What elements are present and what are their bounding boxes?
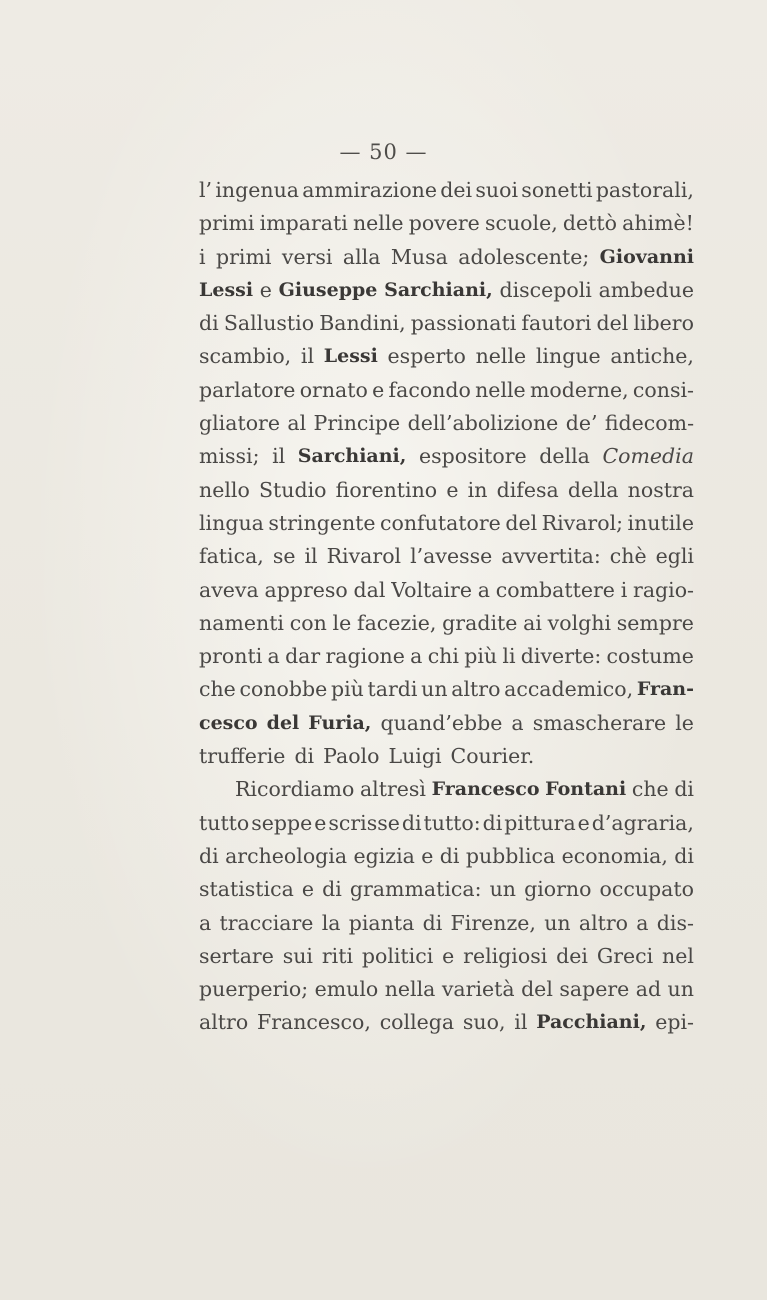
word: di xyxy=(439,843,460,868)
word: imparati xyxy=(259,211,348,236)
word: Greci xyxy=(596,943,654,968)
word: trufferie xyxy=(199,744,286,769)
text-line xyxy=(199,207,694,240)
word: del xyxy=(505,510,538,535)
word: Musa xyxy=(390,244,448,269)
word: e xyxy=(259,277,272,302)
word: Giuseppe xyxy=(278,278,378,301)
word: quand’ebbe xyxy=(380,710,503,735)
word: adolescente; xyxy=(458,244,590,269)
word: del xyxy=(596,311,629,336)
text-line xyxy=(199,407,694,440)
word: altro xyxy=(578,910,629,935)
word: nelle xyxy=(475,377,526,402)
word: grammatica: xyxy=(349,877,482,902)
word: del xyxy=(521,977,553,1002)
word: Voltaire xyxy=(391,577,472,602)
word: facondo xyxy=(388,377,471,402)
word: ad xyxy=(635,977,662,1002)
word: gliatore xyxy=(199,411,280,436)
word: Fran- xyxy=(636,678,694,701)
word: il xyxy=(304,544,318,569)
word: politici xyxy=(361,943,434,968)
word: al xyxy=(287,411,307,436)
word: Principe xyxy=(313,411,401,436)
word: tardi xyxy=(367,677,418,702)
text-line xyxy=(199,474,694,507)
word: di xyxy=(294,744,315,769)
word: diverte: xyxy=(520,644,602,669)
word: ragione xyxy=(325,644,405,669)
word: e xyxy=(301,877,315,902)
word: scrisse xyxy=(328,810,400,835)
text-line xyxy=(199,174,694,207)
word: a xyxy=(636,910,649,935)
word: scuole, xyxy=(484,211,558,236)
word: esperto xyxy=(387,344,466,369)
word: seppe xyxy=(251,810,313,835)
word: di xyxy=(482,810,503,835)
word: egli xyxy=(655,544,694,569)
word: ai xyxy=(523,610,542,635)
word: libero xyxy=(633,311,694,336)
word: primi xyxy=(199,211,255,236)
text-line xyxy=(199,241,694,274)
word: nella xyxy=(384,977,436,1002)
word: antiche, xyxy=(610,344,694,369)
word: Giovanni xyxy=(599,245,694,268)
word: più xyxy=(330,677,364,702)
word: Firenze, xyxy=(450,910,536,935)
word: difesa xyxy=(496,477,559,502)
word: ahimè! xyxy=(622,211,694,236)
word: archeologia xyxy=(225,843,348,868)
body-text xyxy=(199,174,694,1040)
word: varietà xyxy=(441,977,515,1002)
word: dei xyxy=(440,178,473,202)
word: altro xyxy=(199,1010,249,1035)
word: fidecom- xyxy=(604,411,694,436)
word: Sarchiani, xyxy=(297,445,407,468)
word: dar xyxy=(285,644,321,669)
word: aveva xyxy=(199,577,259,602)
word: e xyxy=(421,843,434,868)
word: della xyxy=(567,477,619,502)
text-line xyxy=(199,607,694,640)
word: cesco xyxy=(199,711,258,734)
word: fautori xyxy=(521,311,592,336)
word: Luigi xyxy=(388,744,442,769)
word: consi- xyxy=(632,377,694,402)
word: di xyxy=(674,777,694,802)
word: se xyxy=(272,544,296,569)
word: un xyxy=(421,677,448,702)
word: facezie, xyxy=(356,610,437,635)
word: appreso xyxy=(264,577,348,602)
word: li xyxy=(502,644,516,669)
text-line xyxy=(199,707,694,740)
word: dal xyxy=(353,577,386,602)
word: lingua xyxy=(199,510,264,535)
word: tutto xyxy=(199,810,250,835)
word: i xyxy=(199,244,206,269)
word: Sallustio xyxy=(223,311,315,336)
word: ragio- xyxy=(633,577,694,602)
word: e xyxy=(372,377,385,402)
word: di xyxy=(674,843,694,868)
word: la xyxy=(321,910,341,935)
word: le xyxy=(332,610,352,635)
word: di xyxy=(322,877,342,902)
word: Rivarol; xyxy=(541,510,624,535)
word: sempre xyxy=(616,610,694,635)
word: le xyxy=(675,710,694,735)
word: a xyxy=(199,910,212,935)
word: in xyxy=(467,477,488,502)
word: a xyxy=(511,710,524,735)
word: versi xyxy=(281,244,333,269)
word: sapere xyxy=(559,977,630,1002)
word: economia, xyxy=(561,843,668,868)
word: nelle xyxy=(352,211,404,236)
word: Ricordiamo xyxy=(235,777,355,802)
text-line xyxy=(199,773,694,806)
word: Francesco, xyxy=(256,1010,371,1035)
word: egizia xyxy=(353,843,415,868)
text-line xyxy=(199,740,694,773)
word: Lessi xyxy=(323,345,378,368)
text-line xyxy=(199,307,694,340)
word: passionati xyxy=(410,311,517,336)
word: Lessi xyxy=(199,278,254,301)
word: altresì xyxy=(359,777,426,802)
word: chi xyxy=(427,644,459,669)
word: de’ xyxy=(565,411,598,436)
text-line xyxy=(199,673,694,706)
text-line xyxy=(199,640,694,673)
word: avvertita: xyxy=(501,544,601,569)
text-line xyxy=(199,873,694,906)
word: un xyxy=(489,877,516,902)
word: sertare xyxy=(199,943,274,968)
word: chè xyxy=(609,544,647,569)
word: moderne, xyxy=(529,377,629,402)
word: e xyxy=(314,810,327,835)
word: statistica xyxy=(199,877,294,902)
word: tutto: xyxy=(423,810,481,835)
text-line xyxy=(199,973,694,1006)
word: a xyxy=(267,644,280,669)
word: di xyxy=(199,843,219,868)
word: inutile xyxy=(627,510,694,535)
word: a xyxy=(410,644,423,669)
word: religiosi xyxy=(463,943,548,968)
word: primi xyxy=(215,244,272,269)
word: epi- xyxy=(655,1010,694,1035)
word: Studio xyxy=(258,477,327,502)
word: Comedia xyxy=(602,444,694,469)
paragraph-2 xyxy=(199,773,694,1039)
word: emulo xyxy=(314,977,379,1002)
text-line xyxy=(199,540,694,573)
word: dettò xyxy=(562,211,617,236)
text-line xyxy=(199,574,694,607)
word: tracciare xyxy=(219,910,314,935)
word: Paolo xyxy=(323,744,380,769)
word: ammirazione xyxy=(302,178,438,202)
word: sui xyxy=(282,943,313,968)
word: namenti xyxy=(199,610,284,635)
word: povere xyxy=(408,211,480,236)
text-line xyxy=(199,907,694,940)
word: pubblica xyxy=(465,843,556,868)
word: ambedue xyxy=(598,277,694,302)
word: ingenua xyxy=(215,178,300,202)
word: che xyxy=(199,677,236,702)
word: collega xyxy=(379,1010,455,1035)
text-line xyxy=(199,840,694,873)
word: Fontani xyxy=(545,778,627,801)
word: Pacchiani, xyxy=(536,1011,647,1034)
text-line xyxy=(199,1006,694,1039)
word: più xyxy=(464,644,498,669)
word: con xyxy=(289,610,327,635)
word: gradite xyxy=(442,610,518,635)
word: dei xyxy=(556,943,588,968)
page-number: — 50 — xyxy=(339,140,428,164)
word: combattere xyxy=(495,577,615,602)
word: suoi xyxy=(475,178,519,202)
word: di xyxy=(401,810,422,835)
word: di xyxy=(199,311,219,336)
text-line xyxy=(199,440,694,473)
word: pianta xyxy=(348,910,415,935)
word: i xyxy=(620,577,628,602)
word: Francesco xyxy=(431,778,540,801)
word: nelle xyxy=(475,344,527,369)
word: Rivarol xyxy=(326,544,402,569)
word: accademico, xyxy=(504,677,634,702)
word: costume xyxy=(606,644,694,669)
word: Furia, xyxy=(308,711,372,734)
word: fatica, xyxy=(199,544,264,569)
word: Bandini, xyxy=(319,311,406,336)
word: del xyxy=(266,711,300,734)
word: alla xyxy=(342,244,381,269)
word: il xyxy=(514,1010,528,1035)
word: puerperio; xyxy=(199,977,309,1002)
word: pittura xyxy=(504,810,576,835)
word: espositore xyxy=(418,444,527,469)
word: volghi xyxy=(547,610,612,635)
paragraph-1 xyxy=(199,174,694,773)
word: lingue xyxy=(535,344,601,369)
word: discepoli xyxy=(499,277,592,302)
word: pastorali, xyxy=(595,178,694,202)
word: che xyxy=(631,777,669,802)
word: a xyxy=(477,577,490,602)
word: della xyxy=(539,444,590,469)
word: conobbe xyxy=(239,677,328,702)
word: confutatore xyxy=(380,510,501,535)
word: riti xyxy=(321,943,353,968)
word: il xyxy=(272,444,286,469)
text-line xyxy=(199,940,694,973)
word: e xyxy=(446,477,459,502)
word: e xyxy=(577,810,590,835)
word: Courier. xyxy=(450,744,535,769)
text-line xyxy=(199,507,694,540)
word: giorno xyxy=(524,877,592,902)
word: un xyxy=(667,977,694,1002)
word: d’agraria, xyxy=(591,810,694,835)
word: occupato xyxy=(599,877,694,902)
word: fiorentino xyxy=(335,477,438,502)
word: nel xyxy=(662,943,694,968)
text-line xyxy=(199,374,694,407)
word: parlatore xyxy=(199,377,296,402)
word: suo, xyxy=(462,1010,506,1035)
word: dis- xyxy=(656,910,694,935)
word: Sarchiani, xyxy=(384,278,493,301)
word: missi; xyxy=(199,444,260,469)
word: un xyxy=(544,910,571,935)
word: e xyxy=(442,943,455,968)
word: stringente xyxy=(268,510,376,535)
text-line xyxy=(199,807,694,840)
word: smascherare xyxy=(532,710,667,735)
text-line xyxy=(199,274,694,307)
word: altro xyxy=(451,677,501,702)
word: pronti xyxy=(199,644,263,669)
word: scambio, xyxy=(199,344,292,369)
word: dell’abolizione xyxy=(407,411,559,436)
word: il xyxy=(300,344,315,369)
word: di xyxy=(422,910,443,935)
word: ornato xyxy=(299,377,368,402)
word: sonetti xyxy=(521,178,593,202)
word: l’ xyxy=(199,178,213,202)
word: nostra xyxy=(627,477,694,502)
text-line xyxy=(199,340,694,373)
word: l’avesse xyxy=(410,544,493,569)
word: nello xyxy=(199,477,250,502)
